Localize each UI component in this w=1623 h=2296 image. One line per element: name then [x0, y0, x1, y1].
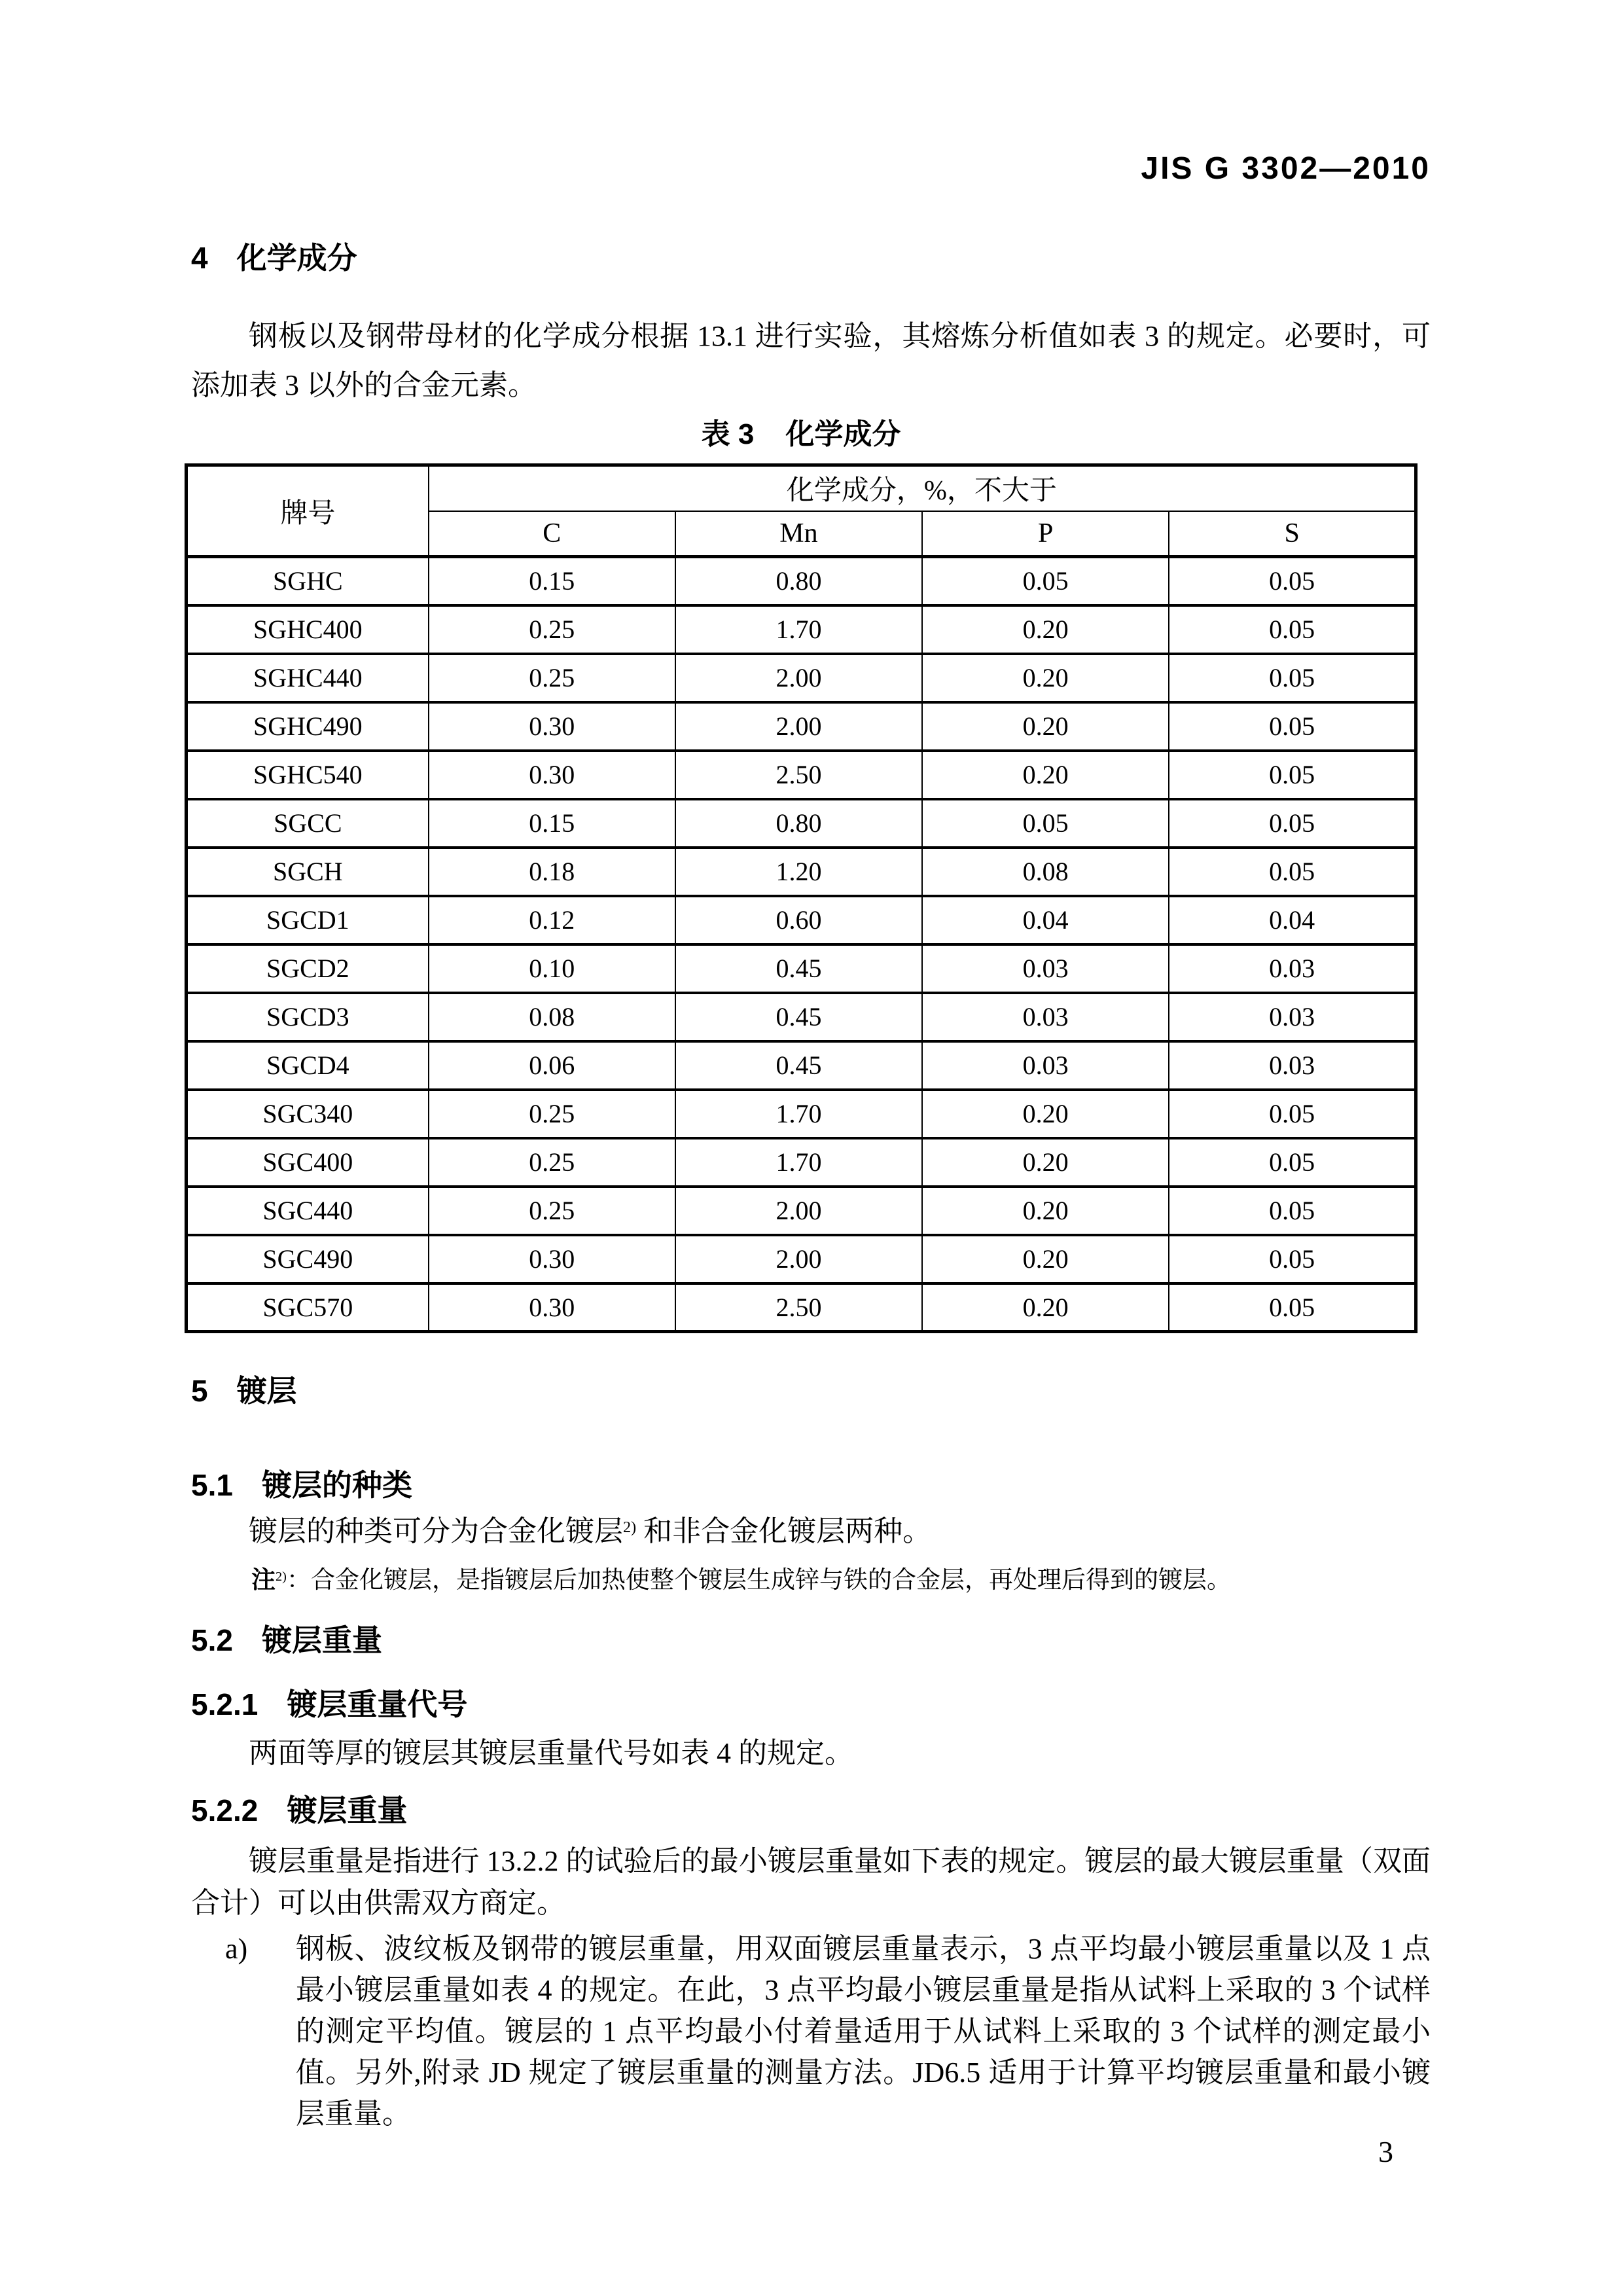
section-number: 5.2.2 — [191, 1793, 259, 1827]
grade-cell: SGCD1 — [187, 896, 429, 944]
s-value-cell: 0.05 — [1169, 605, 1416, 654]
list-item-a-text: 钢板、波纹板及钢带的镀层重量，用双面镀层重量表示，3 点平均最小镀层重量以及 1 点最小镀层重量如表 4 的规定。在此，3 点平均最小镀层重量是指从试料上采取的 3 个试样的测定平均值。镀层的 1 点平均最小付着量适用于从试料上采取的 3 个试样的测定最小值。另外,附录 JD 规定了镀层重量的测量方法。JD6.5 适用于计算平均镀层重量和最小镀层重量。 — [296, 1933, 1431, 2130]
section-4-paragraph: 钢板以及钢带母材的化学成分根据 13.1 进行实验，其熔炼分析值如表 3 的规定。必要时，可添加表 3 以外的合金元素。 — [191, 320, 1431, 401]
grade-cell: SGCD3 — [187, 993, 429, 1041]
p-value-cell: 0.04 — [922, 896, 1169, 944]
column-header-s: S — [1169, 511, 1416, 557]
mn-value-cell: 0.45 — [675, 1041, 922, 1090]
s-value-cell: 0.05 — [1169, 751, 1416, 799]
table3-row — [187, 896, 1416, 944]
table3-header — [187, 465, 1416, 557]
table3-caption-label: 表 3 — [701, 418, 755, 450]
table3-row — [187, 1235, 1416, 1283]
table3-row — [187, 944, 1416, 993]
section-title: 化学成分 — [236, 241, 357, 275]
grade-cell: SGC570 — [187, 1283, 429, 1332]
grade-cell: SGHC440 — [187, 654, 429, 702]
grade-cell: SGCC — [187, 799, 429, 848]
c-value-cell: 0.30 — [429, 1283, 675, 1332]
s-value-cell: 0.04 — [1169, 896, 1416, 944]
table3-row — [187, 993, 1416, 1041]
grade-cell: SGCD2 — [187, 944, 429, 993]
section-title: 镀层重量 — [287, 1793, 408, 1827]
grade-cell: SGC490 — [187, 1235, 429, 1283]
section-4-heading — [191, 240, 1431, 276]
footnote-superscript: 2) — [276, 1569, 287, 1584]
grade-cell: SGHC490 — [187, 702, 429, 751]
grade-cell: SGHC400 — [187, 605, 429, 654]
c-value-cell: 0.25 — [429, 654, 675, 702]
grade-cell: SGC340 — [187, 1090, 429, 1138]
table3-row — [187, 557, 1416, 605]
section-5-2-heading — [191, 1622, 1431, 1659]
c-value-cell: 0.15 — [429, 557, 675, 605]
grade-cell: SGC400 — [187, 1138, 429, 1187]
c-value-cell: 0.10 — [429, 944, 675, 993]
table3-row — [187, 1090, 1416, 1138]
p-value-cell: 0.05 — [922, 557, 1169, 605]
mn-value-cell: 2.00 — [675, 654, 922, 702]
footnote-2 — [251, 1563, 1431, 1601]
grade-cell: SGHC540 — [187, 751, 429, 799]
table3-row — [187, 1187, 1416, 1235]
paragraph-text: 和非合金化镀层两种。 — [636, 1515, 932, 1547]
s-value-cell: 0.05 — [1169, 1283, 1416, 1332]
section-number: 5 — [191, 1374, 208, 1408]
s-value-cell: 0.05 — [1169, 799, 1416, 848]
grade-cell: SGHC — [187, 557, 429, 605]
section-5-2-2-paragraph: 镀层重量是指进行 13.2.2 的试验后的最小镀层重量如下表的规定。镀层的最大镀层重量（双面合计）可以由供需双方商定。 — [191, 1845, 1431, 1919]
table3-row — [187, 799, 1416, 848]
s-value-cell: 0.03 — [1169, 1041, 1416, 1090]
table3-caption-title: 化学成分 — [785, 418, 901, 450]
mn-value-cell: 2.00 — [675, 1235, 922, 1283]
table3-row — [187, 702, 1416, 751]
grade-cell: SGC440 — [187, 1187, 429, 1235]
mn-value-cell: 0.45 — [675, 993, 922, 1041]
column-header-p: P — [922, 511, 1169, 557]
mn-value-cell: 1.70 — [675, 1090, 922, 1138]
section-5-heading — [191, 1372, 1431, 1409]
paragraph-text: 镀层的种类可分为合金化镀层 — [249, 1515, 623, 1547]
c-value-cell: 0.18 — [429, 848, 675, 896]
c-value-cell: 0.12 — [429, 896, 675, 944]
section-number: 4 — [191, 241, 208, 275]
section-5-2-1-paragraph: 两面等厚的镀层其镀层重量代号如表 4 的规定。 — [249, 1737, 853, 1769]
s-value-cell: 0.03 — [1169, 993, 1416, 1041]
grade-cell: SGCH — [187, 848, 429, 896]
s-value-cell: 0.05 — [1169, 1235, 1416, 1283]
section-5-1-heading — [191, 1467, 1431, 1503]
section-number: 5.2 — [191, 1623, 233, 1657]
p-value-cell: 0.20 — [922, 702, 1169, 751]
p-value-cell: 0.20 — [922, 605, 1169, 654]
section-number: 5.2.1 — [191, 1687, 259, 1721]
standard-number: JIS G 3302—2010 — [1141, 151, 1431, 186]
p-value-cell: 0.20 — [922, 1235, 1169, 1283]
mn-value-cell: 1.20 — [675, 848, 922, 896]
table3-caption — [185, 418, 1418, 452]
c-value-cell: 0.06 — [429, 1041, 675, 1090]
s-value-cell: 0.03 — [1169, 944, 1416, 993]
p-value-cell: 0.20 — [922, 751, 1169, 799]
note-label: 注 — [251, 1566, 276, 1593]
mn-value-cell: 1.70 — [675, 1138, 922, 1187]
p-value-cell: 0.20 — [922, 1090, 1169, 1138]
c-value-cell: 0.25 — [429, 605, 675, 654]
mn-value-cell: 2.50 — [675, 1283, 922, 1332]
mn-value-cell: 0.80 — [675, 557, 922, 605]
mn-value-cell: 0.80 — [675, 799, 922, 848]
c-value-cell: 0.25 — [429, 1187, 675, 1235]
grade-cell: SGCD4 — [187, 1041, 429, 1090]
table3-body — [187, 557, 1416, 1332]
s-value-cell: 0.05 — [1169, 557, 1416, 605]
table3-row — [187, 848, 1416, 896]
c-value-cell: 0.30 — [429, 1235, 675, 1283]
column-header-c: C — [429, 511, 675, 557]
table3-row — [187, 1283, 1416, 1332]
section-5-1-paragraph — [191, 1513, 1431, 1555]
table3-row — [187, 605, 1416, 654]
mn-value-cell: 0.60 — [675, 896, 922, 944]
page-number: 3 — [1378, 2135, 1393, 2168]
table3-row — [187, 751, 1416, 799]
table3-row — [187, 1041, 1416, 1090]
p-value-cell: 0.03 — [922, 993, 1169, 1041]
c-value-cell: 0.08 — [429, 993, 675, 1041]
composition-span-header: 化学成分，%，不大于 — [429, 465, 1416, 511]
section-title: 镀层重量 — [261, 1623, 382, 1657]
note-text: ：合金化镀层，是指镀层后加热使整个镀层生成锌与铁的合金层，再处理后得到的镀层。 — [286, 1567, 1231, 1594]
c-value-cell: 0.15 — [429, 799, 675, 848]
grade-column-header: 牌号 — [187, 465, 429, 557]
s-value-cell: 0.05 — [1169, 1090, 1416, 1138]
s-value-cell: 0.05 — [1169, 1138, 1416, 1187]
p-value-cell: 0.20 — [922, 1283, 1169, 1332]
p-value-cell: 0.08 — [922, 848, 1169, 896]
section-title: 镀层重量代号 — [287, 1687, 468, 1721]
footnote-superscript: 2) — [623, 1518, 637, 1536]
table3-row — [187, 1138, 1416, 1187]
section-number: 5.1 — [191, 1468, 233, 1502]
section-title: 镀层 — [236, 1374, 297, 1408]
table3-chemical-composition — [185, 463, 1418, 1333]
mn-value-cell: 2.00 — [675, 1187, 922, 1235]
p-value-cell: 0.03 — [922, 944, 1169, 993]
p-value-cell: 0.20 — [922, 1187, 1169, 1235]
s-value-cell: 0.05 — [1169, 848, 1416, 896]
section-5-2-1-heading — [191, 1686, 1431, 1723]
s-value-cell: 0.05 — [1169, 702, 1416, 751]
c-value-cell: 0.30 — [429, 702, 675, 751]
c-value-cell: 0.25 — [429, 1138, 675, 1187]
s-value-cell: 0.05 — [1169, 654, 1416, 702]
list-item-a — [191, 1928, 1431, 2134]
mn-value-cell: 2.50 — [675, 751, 922, 799]
section-5-2-2-heading — [191, 1792, 1431, 1829]
mn-value-cell: 1.70 — [675, 605, 922, 654]
mn-value-cell: 0.45 — [675, 944, 922, 993]
mn-value-cell: 2.00 — [675, 702, 922, 751]
p-value-cell: 0.20 — [922, 654, 1169, 702]
section-title: 镀层的种类 — [261, 1468, 412, 1502]
column-header-mn: Mn — [675, 511, 922, 557]
c-value-cell: 0.30 — [429, 751, 675, 799]
table3-row — [187, 654, 1416, 702]
list-item-a-marker: a) — [225, 1933, 248, 1965]
p-value-cell: 0.03 — [922, 1041, 1169, 1090]
c-value-cell: 0.25 — [429, 1090, 675, 1138]
s-value-cell: 0.05 — [1169, 1187, 1416, 1235]
p-value-cell: 0.20 — [922, 1138, 1169, 1187]
p-value-cell: 0.05 — [922, 799, 1169, 848]
